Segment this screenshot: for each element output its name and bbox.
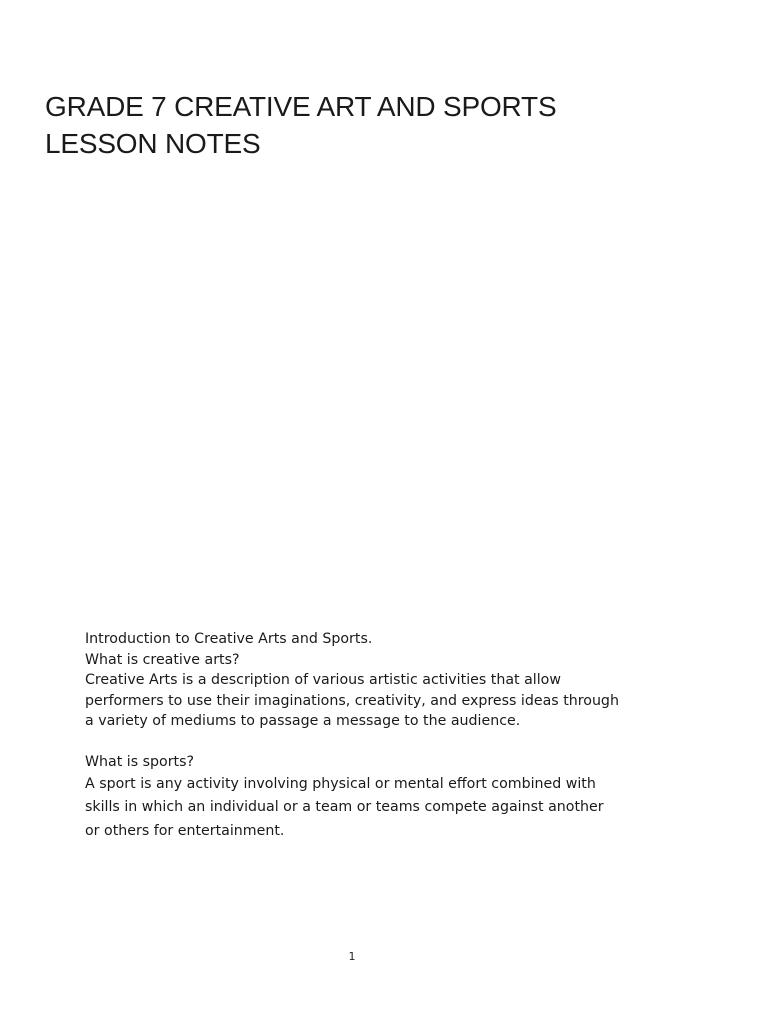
- answer-sports-line-2: skills in which an individual or a team or teams compete against another: [85, 799, 604, 815]
- answer-creative-arts-line-3: a variety of mediums to passage a message to the audience.: [85, 713, 521, 729]
- title-line-1: GRADE 7 CREATIVE ART AND SPORTS: [45, 91, 557, 122]
- paragraph-gap: [85, 732, 645, 753]
- title-line-2: LESSON NOTES: [45, 128, 261, 159]
- answer-creative-arts-line-1: Creative Arts is a description of various artistic activities that allow: [85, 672, 561, 688]
- answer-sports-line-1: A sport is any activity involving physical or mental effort combined with: [85, 775, 596, 792]
- answer-creative-arts-line-2: performers to use their imaginations, creativity, and express ideas through: [85, 692, 619, 709]
- intro-heading: Introduction to Creative Arts and Sports.: [85, 631, 373, 647]
- page-number: 1: [348, 950, 356, 963]
- answer-sports-line-3: or others for entertainment.: [85, 822, 285, 839]
- question-sports: What is sports?: [85, 754, 195, 770]
- lesson-body: [85, 629, 645, 843]
- question-creative-arts: What is creative arts?: [85, 651, 240, 668]
- document-title: [45, 88, 685, 162]
